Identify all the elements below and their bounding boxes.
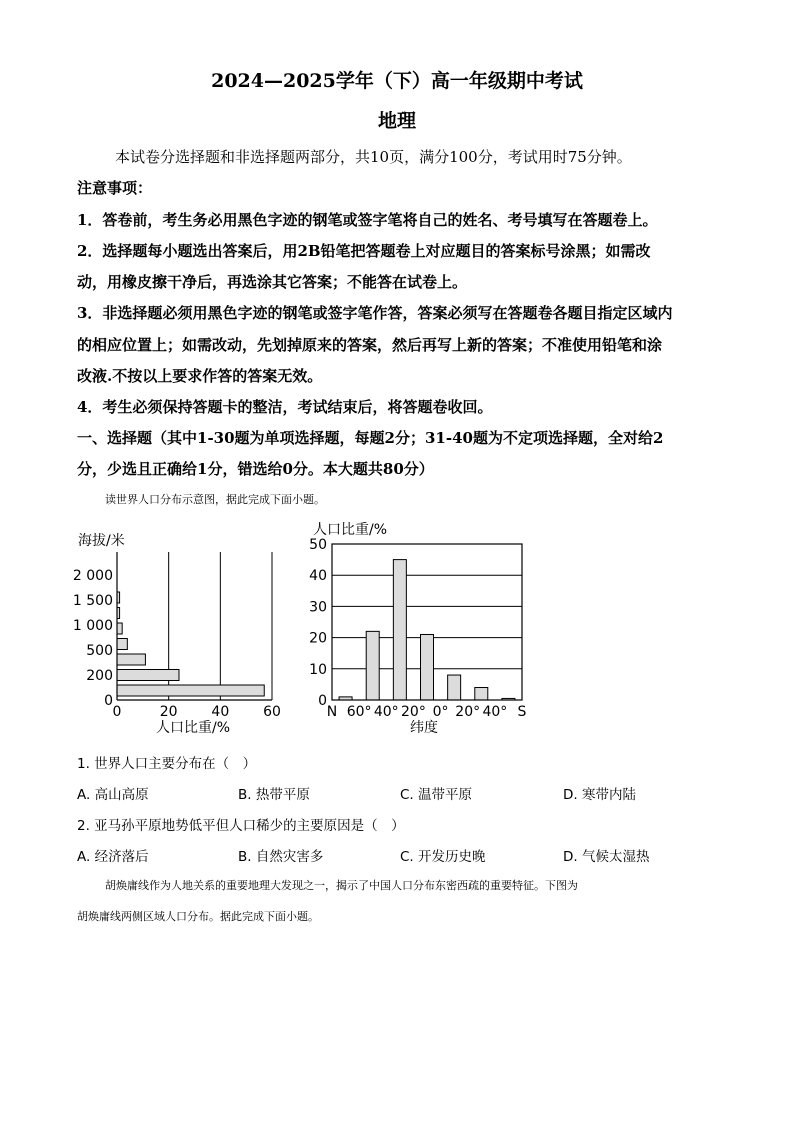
latitude-ytick-label: 40	[309, 568, 327, 585]
q1-option-a[interactable]: A. 高山高原	[77, 787, 149, 803]
altitude-bar	[117, 654, 145, 665]
notice-line: 改液.不按以上要求作答的答案无效。	[77, 367, 323, 385]
altitude-bar	[117, 639, 127, 650]
altitude-xtick-label: 20	[159, 704, 178, 720]
latitude-xtick-label: 20°	[455, 704, 481, 720]
exam-intro: 本试卷分选择题和非选择题两部分，共10页，满分100分，考试用时75分钟。	[115, 148, 632, 166]
latitude-bar	[393, 560, 406, 700]
altitude-xtick-label: 60	[263, 704, 281, 720]
latitude-chart-ylabel: 人口比重/%	[313, 522, 388, 538]
latitude-bar	[475, 688, 488, 700]
altitude-ytick-label: 1 500	[72, 593, 113, 609]
subject-title: 地理	[377, 110, 416, 132]
altitude-xtick-label: 0	[112, 704, 122, 720]
latitude-chart	[305, 518, 535, 740]
altitude-ytick-label: 0	[104, 693, 113, 709]
q2-option-d[interactable]: D. 气候太湿热	[563, 849, 650, 865]
section-heading: 一、选择题（其中1-30题为单项选择题，每题2分；31-40题为不定项选择题，全对给2	[77, 429, 664, 447]
question-2-stem: 2. 亚马孙平原地势低平但人口稀少的主要原因是（ ）	[77, 818, 405, 834]
question-1-stem: 1. 世界人口主要分布在（ ）	[77, 756, 257, 772]
group1-intro: 读世界人口分布示意图，据此完成下面小题。	[105, 493, 325, 506]
q1-option-d[interactable]: D. 寒带内陆	[563, 787, 636, 803]
latitude-xtick-label: S	[517, 704, 527, 720]
q1-option-c[interactable]: C. 温带平原	[400, 787, 473, 803]
notice-line: 1．答卷前，考生务必用黑色字迹的钢笔或签字笔将自己的姓名、考号填写在答题卷上。	[77, 211, 658, 229]
notice-line: 的相应位置上；如需改动，先划掉原来的答案，然后再写上新的答案；不准使用铅笔和涂	[77, 336, 663, 354]
group2-intro: 胡焕庸线作为人地关系的重要地理大发现之一，揭示了中国人口分布东密西疏的重要特征。下图为	[105, 879, 578, 892]
latitude-ytick-label: 0	[318, 693, 327, 709]
latitude-ytick-label: 10	[309, 661, 327, 678]
altitude-xtick-label: 40	[211, 704, 230, 720]
altitude-chart-ylabel: 海拔/米	[78, 533, 125, 549]
altitude-ytick-label: 500	[86, 643, 113, 659]
latitude-ytick-label: 50	[309, 537, 327, 553]
latitude-xtick-label: 0°	[432, 704, 449, 720]
latitude-bar	[421, 634, 434, 700]
notice-line: 动，用橡皮擦干净后，再选涂其它答案；不能答在试卷上。	[77, 273, 468, 291]
latitude-ytick-label: 20	[309, 630, 327, 647]
latitude-bar	[448, 675, 461, 700]
q1-option-b[interactable]: B. 热带平原	[238, 787, 310, 803]
latitude-xtick-label: 40°	[482, 704, 508, 720]
q2-option-b[interactable]: B. 自然灾害多	[238, 849, 324, 865]
notice-line: 3．非选择题必须用黑色字迹的钢笔或签字笔作答，答案必须写在答题卷各题目指定区域内	[77, 304, 673, 322]
q2-option-c[interactable]: C. 开发历史晚	[400, 849, 486, 865]
notice-line: 4．考生必须保持答题卡的整洁，考试结束后，将答题卷收回。	[77, 398, 493, 416]
latitude-xtick-label: 20°	[401, 704, 426, 720]
altitude-bar	[117, 685, 264, 696]
latitude-bar	[366, 631, 379, 700]
latitude-chart-xlabel: 纬度	[410, 720, 438, 736]
altitude-chart	[70, 518, 295, 740]
latitude-xtick-label: N	[326, 704, 338, 720]
altitude-chart-xlabel: 人口比重/%	[156, 720, 231, 736]
notice-heading: 注意事项：	[77, 179, 153, 197]
altitude-bar	[117, 670, 179, 681]
altitude-ytick-label: 2 000	[72, 568, 113, 584]
altitude-bar	[117, 623, 122, 634]
q2-option-a[interactable]: A. 经济落后	[77, 849, 149, 865]
section-heading-cont: 分，少选且正确给1分，错选给0分。本大题共80分）	[77, 460, 434, 478]
notice-line: 2．选择题每小题选出答案后，用2B铅笔把答题卷上对应题目的答案标号涂黑；如需改	[77, 242, 651, 260]
latitude-ytick-label: 30	[309, 599, 327, 616]
latitude-xtick-label: 60°	[346, 704, 372, 720]
group2-intro-cont: 胡焕庸线两侧区域人口分布。据此完成下面小题。	[77, 910, 319, 923]
altitude-ytick-label: 200	[86, 668, 113, 684]
altitude-ytick-label: 1 000	[72, 618, 113, 634]
exam-title: 2024—2025学年（下）高一年级期中考试	[211, 70, 583, 92]
latitude-xtick-label: 40°	[373, 704, 399, 720]
